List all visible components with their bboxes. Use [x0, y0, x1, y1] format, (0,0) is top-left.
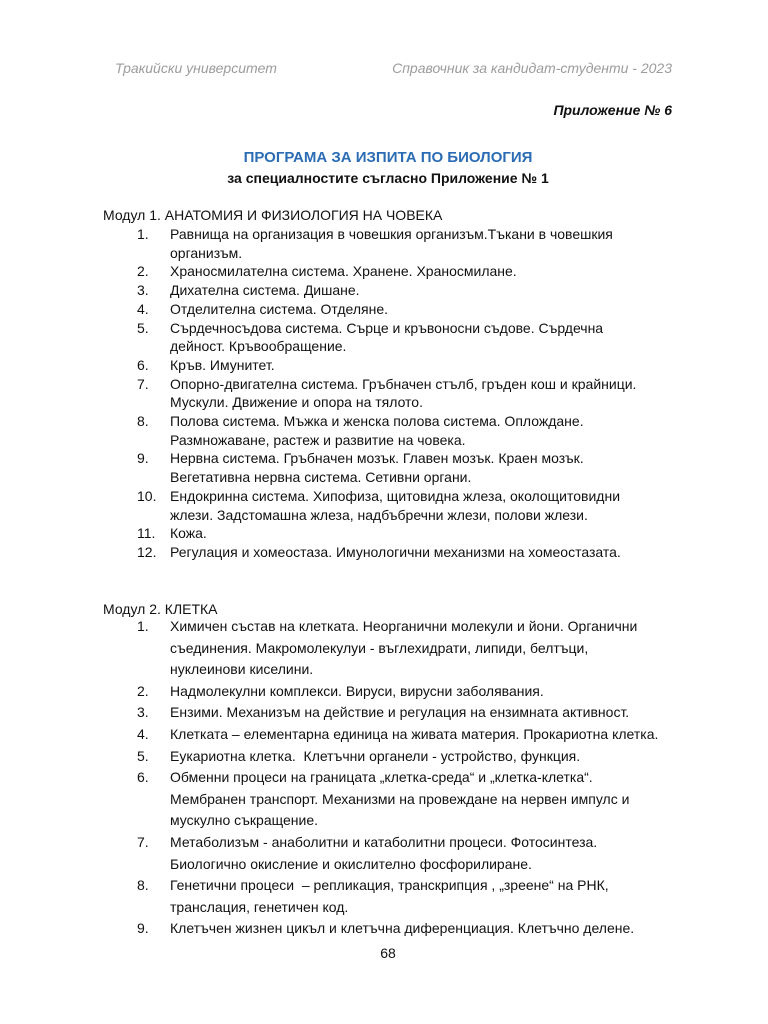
list-item-text [170, 832, 597, 875]
header-university-name: Тракийски университет [115, 60, 277, 76]
list-item-line: организъм. [170, 244, 243, 261]
list-item [137, 375, 697, 412]
list-item [137, 319, 697, 356]
page-number: 68 [380, 945, 396, 961]
module-2-heading: Модул 2. КЛЕТКА [103, 601, 218, 617]
list-item-number: 1. [137, 618, 149, 634]
list-item-number: 3. [137, 282, 149, 299]
list-item-line: Еукариотна клетка. Клетъчни органели - устройство, функция. [170, 747, 581, 764]
list-item-line: нуклеинови киселини. [170, 661, 314, 678]
list-item-line: транслация, генетичен код. [170, 898, 349, 915]
list-item-number: 3. [137, 704, 149, 721]
module-2-list [137, 616, 697, 940]
list-item-text [170, 524, 207, 543]
document-subtitle: за специалностите съгласно Приложение № 1 [227, 170, 549, 186]
list-item [137, 543, 697, 562]
list-item-number: 6. [137, 769, 149, 786]
list-item-line: Вегетативна нервна система. Сетивни органи. [170, 469, 472, 486]
list-item [137, 412, 697, 449]
list-item [137, 300, 697, 319]
list-item [137, 225, 697, 262]
list-item-number: 2. [137, 263, 149, 280]
list-item-number: 12. [137, 543, 157, 560]
list-item-text [170, 281, 360, 300]
document-title: ПРОГРАМА ЗА ИЗПИТА ПО БИОЛОГИЯ [243, 149, 533, 166]
list-item-text [170, 412, 584, 449]
list-item [137, 449, 697, 486]
list-item-line: Полова система. Мъжка и женска полова система. Оплождане. [170, 413, 584, 430]
list-item [137, 681, 697, 703]
list-item [137, 487, 697, 524]
module-1-heading: Модул 1. АНАТОМИЯ И ФИЗИОЛОГИЯ НА ЧОВЕКА [103, 207, 443, 223]
list-item-text [170, 724, 658, 746]
list-item-line: Кожа. [170, 525, 207, 542]
list-item [137, 356, 697, 375]
list-item-line: Отделителна система. Отделяне. [170, 300, 389, 317]
list-item-text [170, 746, 580, 768]
list-item-line: Размножаване, растеж и развитие на човека. [170, 431, 466, 448]
list-item [137, 281, 697, 300]
module-1-list [137, 225, 697, 562]
list-item-line: Ендокринна система. Хипофиза, щитовидна жлеза, околощитовидни [170, 487, 621, 504]
list-item-line: дейност. Кръвообращение. [170, 338, 347, 355]
list-item-line: Храносмилателна система. Хранене. Храносмилане. [170, 263, 517, 280]
list-item-line: мускулно съкращение. [170, 812, 318, 829]
list-item-line: Химичен състав на клетката. Неорганични молекули и йони. Органични [170, 618, 638, 634]
list-item [137, 918, 697, 940]
list-item-line: Сърдечносъдова система. Сърце и кръвоносни съдове. Сърдечна [170, 319, 604, 336]
list-item-number: 7. [137, 833, 149, 850]
list-item-line: Обменни процеси на границата „клетка-среда“ и „клетка-клетка“. [170, 769, 593, 786]
list-item-number: 4. [137, 725, 149, 742]
list-item [137, 262, 697, 281]
list-item-text [170, 616, 637, 681]
list-item-number: 9. [137, 450, 149, 467]
list-item-number: 9. [137, 920, 149, 937]
header-handbook-title: Справочник за кандидат-студенти - 2023 [392, 60, 672, 76]
list-item-text [170, 681, 544, 703]
list-item-line: Опорно-двигателна система. Гръбначен стълб, гръден кош и крайници. [170, 375, 637, 392]
list-item-text [170, 702, 629, 724]
list-item-number: 7. [137, 375, 149, 392]
list-item [137, 702, 697, 724]
list-item [137, 875, 697, 918]
list-item-text [170, 262, 517, 281]
list-item-line: Кръв. Имунитет. [170, 356, 275, 373]
list-item-line: Генетични процеси – репликация, транскрипция , „зреене“ на РНК, [170, 877, 609, 894]
list-item-line: Дихателна система. Дишане. [170, 282, 360, 299]
list-item-number: 10. [137, 487, 157, 504]
list-item-line: Надмолекулни комплекси. Вируси, вирусни заболявания. [170, 682, 544, 699]
list-item-line: съединения. Макромолекулуи - въглехидрати, липиди, белтъци, [170, 639, 589, 656]
list-item-text [170, 449, 584, 486]
appendix-label: Приложение № 6 [553, 102, 672, 118]
list-item-number: 8. [137, 413, 149, 430]
list-item-text [170, 918, 634, 940]
list-item-number: 8. [137, 877, 149, 894]
list-item-text [170, 875, 609, 918]
list-item-line: Ензими. Механизъм на действие и регулация на ензимната активност. [170, 704, 630, 721]
list-item-line: Клетъчен жизнен цикъл и клетъчна диференциация. Клетъчно делене. [170, 920, 635, 937]
list-item-line: Мембранен транспорт. Механизми на провеждане на нервен импулс и [170, 790, 630, 807]
list-item-number: 11. [137, 525, 156, 542]
list-item-line: Метаболизъм - анаболитни и катаболитни процеси. Фотосинтеза. [170, 833, 598, 850]
list-item-number: 1. [137, 226, 149, 242]
list-item-text [170, 300, 388, 319]
list-item-line: Равнища на организация в човешкия организъм.Тъкани в човешкия [170, 226, 613, 242]
list-item [137, 767, 697, 832]
list-item-text [170, 375, 636, 412]
list-item-text [170, 356, 275, 375]
list-item-line: Нервна система. Гръбначен мозък. Главен мозък. Краен мозък. [170, 450, 584, 467]
list-item [137, 616, 697, 681]
list-item-text [170, 225, 613, 262]
list-item-line: жлези. Задстомашна жлеза, надбъбречни жлези, полови жлези. [170, 506, 588, 523]
list-item-text [170, 767, 629, 832]
list-item-line: Мускули. Движение и опора на тялото. [170, 394, 423, 411]
list-item [137, 524, 697, 543]
list-item-line: Регулация и хомеостаза. Имунологични механизми на хомеостазата. [170, 543, 621, 560]
list-item-number: 4. [137, 300, 149, 317]
list-item [137, 724, 697, 746]
list-item-number: 6. [137, 356, 149, 373]
list-item [137, 832, 697, 875]
list-item-text [170, 487, 620, 524]
list-item-line: Биологично окисление и окислително фосфорилиране. [170, 855, 532, 872]
list-item-line: Клетката – елементарна единица на живата материя. Прокариотна клетка. [170, 725, 659, 742]
list-item-text [170, 543, 621, 562]
list-item-text [170, 319, 603, 356]
list-item-number: 5. [137, 319, 149, 336]
list-item [137, 746, 697, 768]
list-item-number: 2. [137, 682, 149, 699]
list-item-number: 5. [137, 747, 149, 764]
